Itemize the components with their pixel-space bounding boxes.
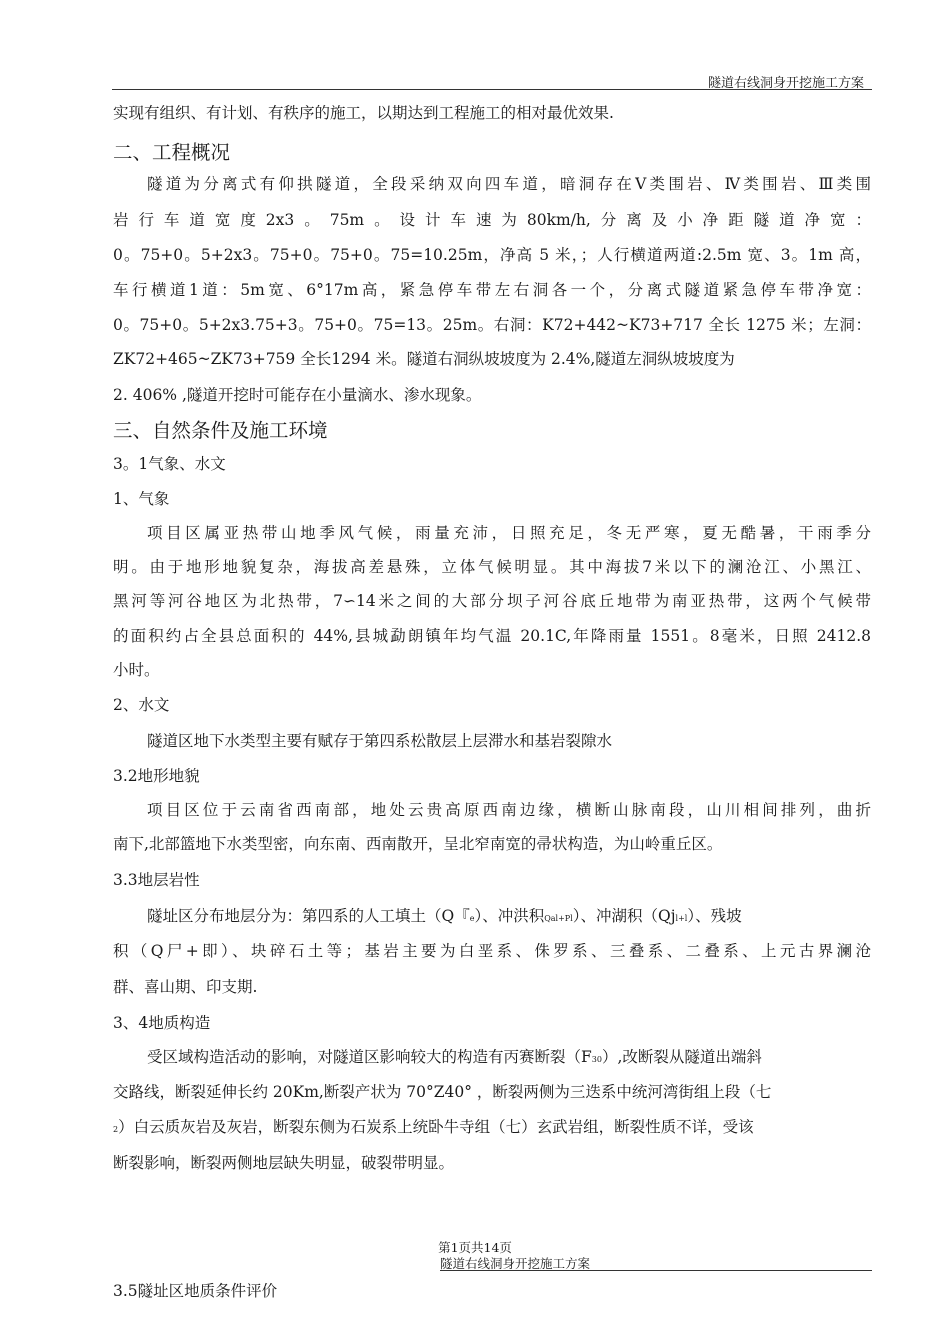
subsection-3-1: 3。1气象、水文 (113, 455, 226, 473)
structure-line-2: 交路线，断裂延伸长约 20Km,断裂产状为 70°Z40° ，断裂两侧为三迭系中统河湾街组上段（七 (113, 1083, 772, 1101)
strata-text-d: ）、残坡 (687, 907, 742, 925)
overview-line-7: 2. 406% ,隧道开挖时可能存在小量滴水、渗水现象。 (113, 386, 482, 404)
terrain-line-2: 南下,北部篮地下水类型密，向东南、西南散开，呈北窄南宽的帚状构造，为山岭重丘区。 (113, 835, 723, 853)
next-page-header-rule (440, 1270, 872, 1271)
overview-line-4: 车行横道1道：5m宽、6°17m高，紧急停车带左右洞各一个，分离式隧道紧急停车带净宽： (113, 281, 871, 299)
overview-line-5: 0。75+0。5+2x3.75+3。75+0。75=13。25m。右洞：K72+442~K73+717 全长 1275 米；左洞： (113, 316, 871, 334)
weather-line-3: 黑河等河谷地区为北热带，7∽14米之间的大部分坝子河谷底丘地带为南亚热带，这两个气候带 (113, 592, 871, 610)
header-rule (112, 89, 872, 90)
strata-line-2: 积（Q尸+即）、块碎石土等；基岩主要为白垩系、侏罗系、三叠系、二叠系、上元古界澜沧 (113, 942, 871, 960)
section-2-heading: 二、工程概况 (113, 141, 231, 164)
structure-text-a: 受区域构造活动的影响，对隧道区影响较大的构造有丙赛断裂（F (147, 1048, 592, 1066)
next-page-header: 隧道右线洞身开挖施工方案 (440, 1256, 591, 1271)
strata-line-3: 群、喜山期、印支期. (113, 978, 258, 996)
item-weather: 1、气象 (113, 490, 170, 508)
weather-line-1: 项目区属亚热带山地季风气候，雨量充沛，日照充足，冬无严寒，夏无酷暑，干雨季分 (147, 524, 871, 542)
strata-text-c: ）、冲湖积（Qj (572, 907, 676, 925)
strata-line-1 (147, 906, 742, 929)
overview-line-3: 0。75+0。5+2x3。75+0。75+0。75=10.25m，净高 5 米，；人行横道两道:2.5m 宽、3。1m 高， (113, 246, 871, 264)
strata-text-b: ）、冲洪积 (474, 907, 545, 925)
structure-text-c: ）白云质灰岩及灰岩，断裂东侧为石炭系上统卧牛寺组（七）玄武岩组，断裂性质不详，受该 (118, 1118, 754, 1136)
section-3-heading: 三、自然条件及施工环境 (113, 419, 328, 442)
intro-line: 实现有组织、有计划、有秩序的施工，以期达到工程施工的相对最优效果. (113, 104, 614, 122)
subsection-3-5: 3.5隧址区地质条件评价 (113, 1282, 278, 1300)
item-hydrology: 2、水文 (113, 696, 170, 714)
page-number: 第1页共14页 (438, 1240, 512, 1255)
structure-line-3 (113, 1117, 754, 1140)
weather-line-4: 的面积约占全县总面积的 44%,县城勐朗镇年均气温 20.1C,年降雨量 1551。8毫米，日照 2412.8 (113, 627, 871, 645)
subsection-3-3: 3.3地层岩性 (113, 871, 200, 889)
subsection-3-4: 3、4地质构造 (113, 1014, 211, 1032)
hydrology-line-1: 隧道区地下水类型主要有赋存于第四系松散层上层滞水和基岩裂隙水 (147, 732, 613, 750)
structure-line-4: 断裂影响，断裂两侧地层缺失明显，破裂带明显。 (113, 1154, 455, 1172)
strata-sub-3: l+l (675, 914, 688, 923)
weather-line-2: 明。由于地形地貌复杂，海拔高差悬殊，立体气候明显。其中海拔7米以下的澜沧江、小黑江、 (113, 558, 871, 576)
structure-line-1 (147, 1047, 762, 1070)
strata-sub-2: Qal+Pl (544, 914, 573, 923)
structure-sub-1: 30 (591, 1055, 602, 1064)
overview-line-2: 岩行车道宽度2x3。75m。设计车速为80km/h,分离及小净距隧道净宽： (113, 211, 871, 229)
structure-sub-2: 2 (113, 1125, 119, 1134)
subsection-3-2: 3.2地形地貌 (113, 767, 200, 785)
terrain-line-1: 项目区位于云南省西南部，地处云贵高原西南边缘，横断山脉南段，山川相间排列，曲折 (147, 801, 871, 819)
overview-line-6: ZK72+465~ZK73+759 全长1294 米。隧道右洞纵坡坡度为 2.4%,隧道左洞纵坡坡度为 (113, 350, 735, 368)
strata-text-a: 隧址区分布地层分为：第四系的人工填土（Q『 (147, 907, 470, 925)
running-header: 隧道右线洞身开挖施工方案 (707, 76, 864, 91)
weather-line-5: 小时。 (113, 661, 160, 679)
structure-text-b: ）,改断裂从隧道出端斜 (601, 1048, 762, 1066)
strata-sub-1: e (469, 914, 475, 923)
overview-line-1: 隧道为分离式有仰拱隧道，全段采纳双向四车道，暗洞存在Ⅴ类围岩、Ⅳ类围岩、Ⅲ类围 (147, 175, 871, 193)
